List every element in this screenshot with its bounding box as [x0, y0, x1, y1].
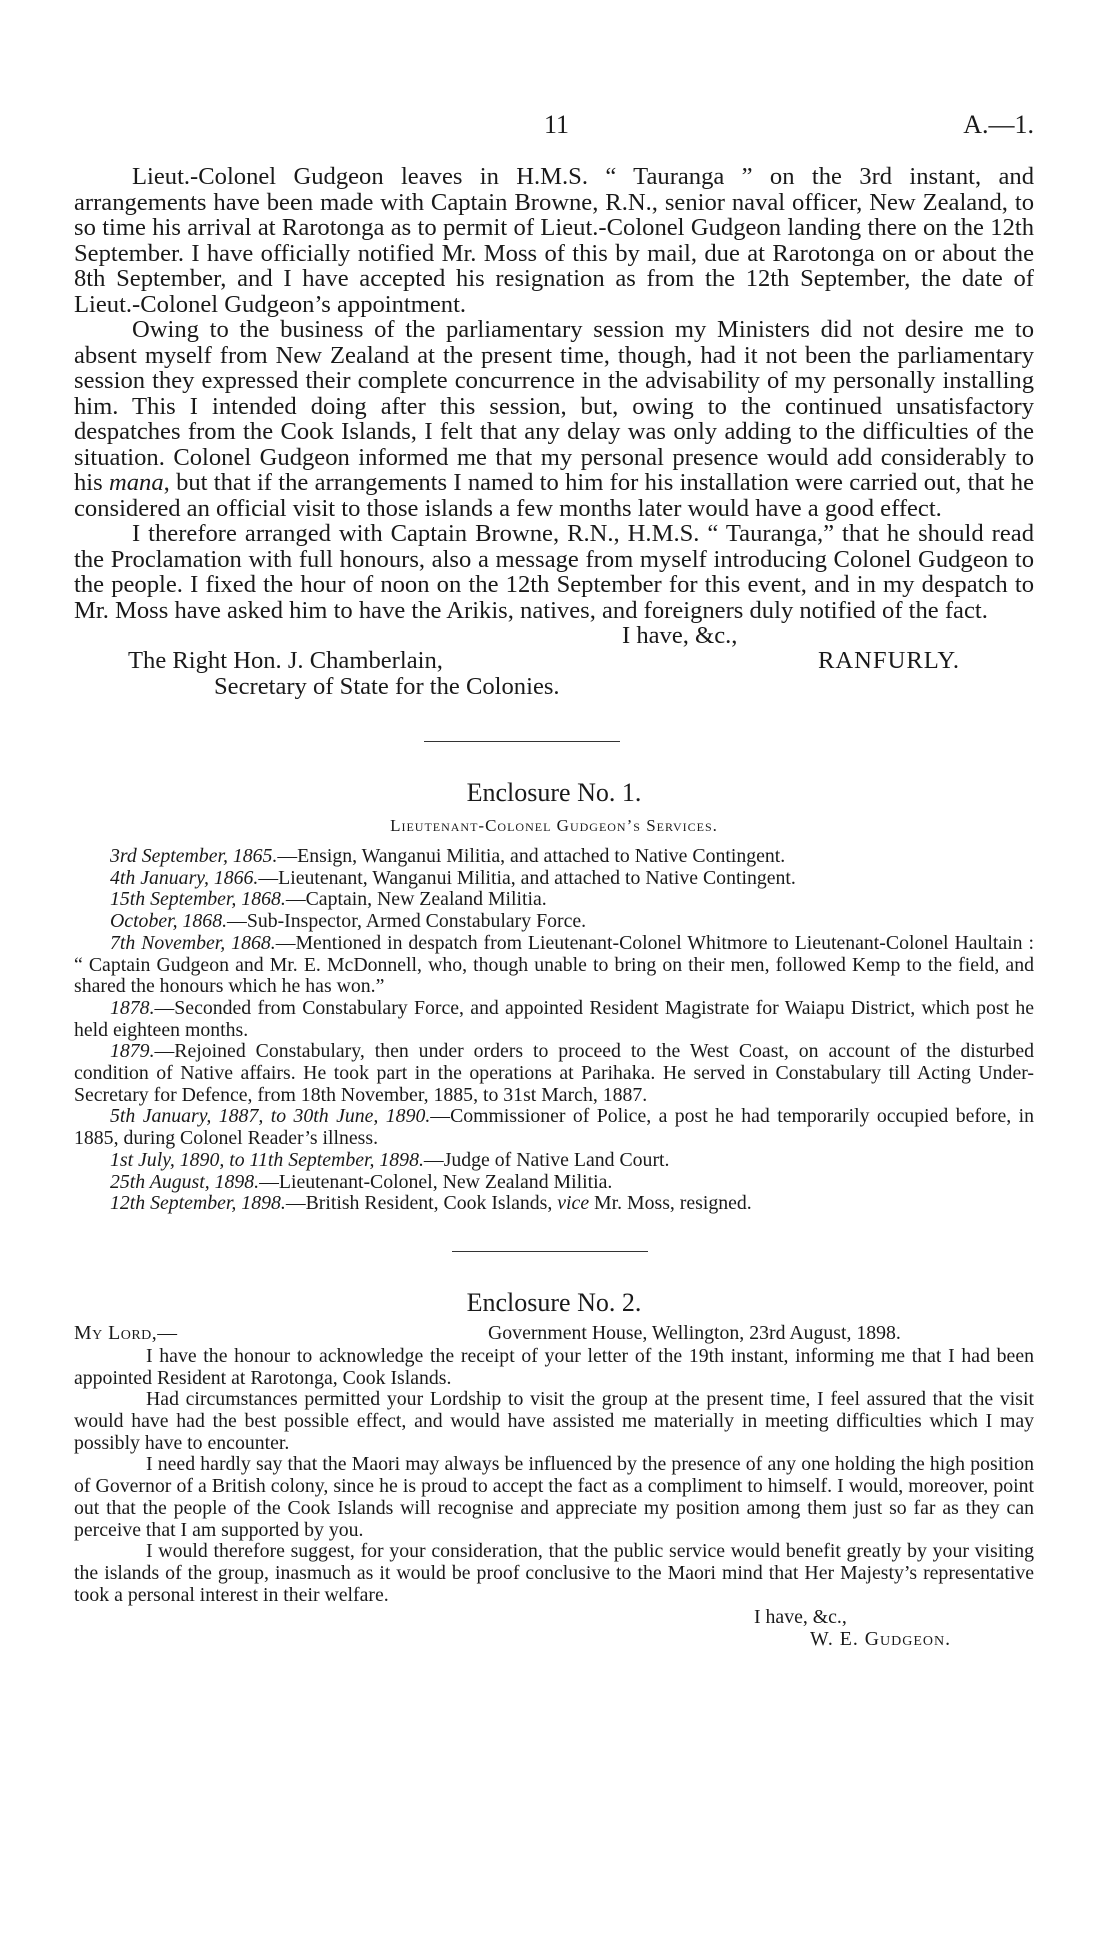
page-number: 11 — [544, 110, 570, 139]
service-entry: 1st July, 1890, to 11th September, 1898.—Judge of Native Land Court. — [110, 1148, 670, 1171]
letter-header — [74, 1322, 1034, 1346]
enclosure-1-heading: Enclosure No. 1. — [466, 778, 642, 807]
letter-signature-block — [74, 1606, 1034, 1654]
letter-paragraph: I have the honour to acknowledge the receipt of your letter of the 19th instant, informing me that I had been appointed Resident at Rarotonga, Cook Islands. — [74, 1344, 1034, 1389]
addressee-name: The Right Hon. J. Chamberlain, — [128, 647, 443, 674]
services-list — [74, 846, 1034, 1215]
closing-phrase: I have, &c., — [622, 622, 738, 649]
service-entry: 25th August, 1898.—Lieutenant-Colonel, New Zealand Militia. — [110, 1170, 613, 1193]
despatch-paragraph: I therefore arranged with Captain Browne, R.N., H.M.S. “ Tauranga,” that he should read the Proclamation with full honours, also a message from myself introducing Colonel Gudgeon to the people. I fixed the hour of noon on the 12th September for this event, and in my despatch to Mr. Moss have asked him to have the Arikis, natives, and foreigners duly notified of the fact. — [74, 520, 1034, 624]
document-reference: A.—1. — [963, 110, 1034, 139]
despatch-signature-block — [74, 623, 1034, 701]
letter-paragraph: Had circumstances permitted your Lordship to visit the group at the present time, I feel assured that the visit would have had the best possible effect, and would have assisted me materially in meeting difficulties which I may possibly have to encounter. — [74, 1388, 1034, 1454]
service-entry: 3rd September, 1865.—Ensign, Wanganui Militia, and attached to Native Contingent. — [110, 845, 786, 867]
enclosure-1-subheading: Lieutenant-Colonel Gudgeon’s Services. — [390, 816, 718, 835]
letter-body — [74, 1346, 1034, 1606]
despatch-paragraph: Lieut.-Colonel Gudgeon leaves in H.M.S. “ Tauranga ” on the 3rd instant, and arrangements have been made with Captain Browne, R.N., senior naval officer, New Zealand, to so time his arrival at Rarotonga as to permit of Lieut.-Colonel Gudgeon landing there on the 12th September. I have officially notified Mr. Moss of this by mail, due at Rarotonga on or about the 8th September, and I have accepted his resignation as from the 12th September, the date of Lieut.-Colonel Gudgeon’s appointment. — [74, 163, 1034, 318]
service-entry: 4th January, 1866.—Lieutenant, Wanganui Militia, and attached to Native Contingent. — [110, 866, 796, 889]
service-entry: 15th September, 1868.—Captain, New Zealand Militia. — [110, 888, 547, 911]
salutation: My Lord,— — [74, 1321, 178, 1344]
page-header — [74, 100, 1034, 139]
section-divider — [452, 1251, 648, 1252]
addressee-title: Secretary of State for the Colonies. — [214, 673, 560, 700]
letter-paragraph: I need hardly say that the Maori may always be influenced by the presence of any one holding the high position of Governor of a British colony, since he is proud to accept the fact as a compliment to himself. I would, moreover, point out that the people of the Cook Islands will recognise and appreciate my position among them just so far as they can perceive that I am supported by you. — [74, 1453, 1034, 1541]
despatch-body — [74, 164, 1034, 623]
service-entry: 1878.—Seconded from Constabulary Force, and appointed Resident Magistrate for Waiapu District, which post he held eighteen months. — [74, 996, 1034, 1041]
letter-closing-phrase: I have, &c., — [754, 1606, 847, 1629]
service-entry: 7th November, 1868.—Mentioned in despatch from Lieutenant-Colonel Whitmore to Lieutenant-Colonel Haultain : “ Captain Gudgeon and Mr. E. McDonnell, who, though unable to bring on their men, followed Kemp to the field, and shared the honours which he has won.” — [74, 931, 1034, 998]
letter-paragraph: I would therefore suggest, for your consideration, that the public service would benefit greatly by your visiting the islands of the group, inasmuch as it would be proof conclusive to the Maori mind that Her Majesty’s representative took a personal interest in their welfare. — [74, 1540, 1034, 1606]
place-date: Government House, Wellington, 23rd August, 1898. — [488, 1321, 901, 1344]
service-entry: 5th January, 1887, to 30th June, 1890.—Commissioner of Police, a post he had temporarily occupied before, in 1885, during Colonel Reader’s illness. — [74, 1105, 1034, 1150]
service-entry: 1879.—Rejoined Constabulary, then under orders to proceed to the West Coast, on account of the disturbed condition of Native affairs. He took part in the operations at Parihaka. He served in Constabulary till Acting Under-Secretary for Defence, from 18th November, 1885, to 31st March, 1887. — [74, 1040, 1034, 1106]
section-divider — [424, 741, 620, 742]
letter-signer-name: W. E. Gudgeon. — [810, 1628, 952, 1651]
despatch-paragraph: Owing to the business of the parliamentary session my Ministers did not desire me to absent myself from New Zealand at the present time, though, had it not been the parliamentary session they expressed their complete concurrence in the advisability of my personally installing him. This I intended doing after this session, but, owing to the continued unsatisfactory despatches from the Cook Islands, I felt that any delay was only adding to the difficulties of the situation. Colonel Gudgeon informed me that my personal presence would add considerably to his mana, but that if the arrangements I named to him for his installation were carried out, that he considered an official visit to those islands a few months later would have a good effect. — [74, 316, 1034, 522]
service-entry: October, 1868.—Sub-Inspector, Armed Constabulary Force. — [110, 910, 587, 933]
enclosure-2-heading: Enclosure No. 2. — [466, 1287, 642, 1317]
document-page — [74, 100, 1034, 1654]
service-entry: 12th September, 1898.—British Resident, Cook Islands, vice Mr. Moss, resigned. — [110, 1192, 752, 1215]
signer-name: RANFURLY. — [818, 647, 961, 674]
